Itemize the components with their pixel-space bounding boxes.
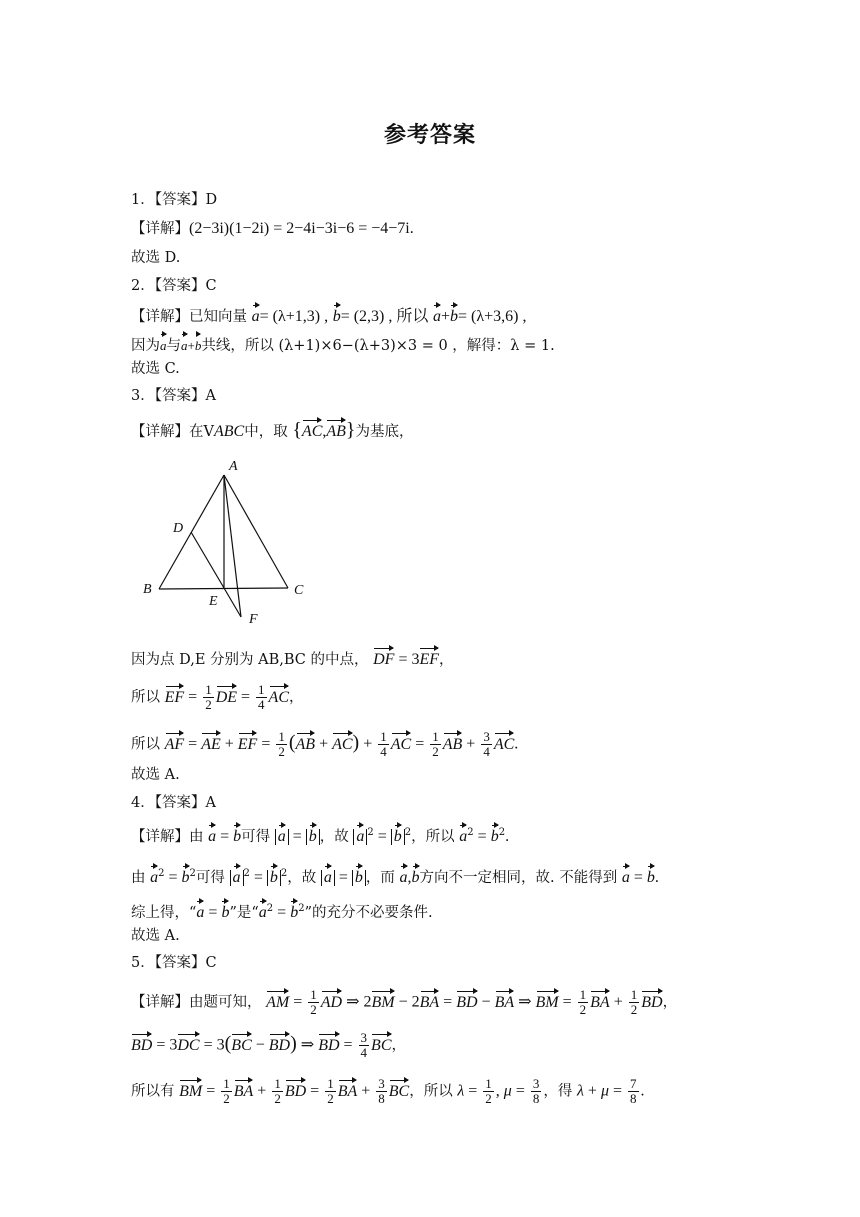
q2-detail-line1: 【详解】已知向量 a= (λ+1,3) , b= (2,3) , 所以 a+b= (λ+3,6) , [131, 303, 526, 327]
q2-detail-line2: 因为a与a+b共线，所以 (λ+1)×6−(λ+3)×3 = 0 ，解得：λ = 1. [131, 332, 555, 356]
q5-answer: 5．【答案】C [131, 955, 217, 971]
q4-detail-line2: 由 $a^2 = b^2$可得 a $^2$ = b $^2$，故 a = b ，而 a,b方向不一定相同，故. 不能得到 a = b. [131, 864, 659, 888]
q3-answer: 3．【答案】A [131, 388, 216, 404]
label-E: E [209, 594, 218, 609]
q3-detail-line2: 因为点 D,E 分别为 AB,BC 的中点， DF = 3EF， [131, 646, 454, 670]
q2-answer: 2．【答案】C [131, 278, 217, 294]
label-F: F [249, 612, 258, 627]
q4-end: 故选 A. [131, 928, 180, 944]
q5-detail-line3: 所以有 BM = $\frac{1}{2}$ BA + $\frac{1}{2}$ BD = $\frac{1}{2}$ BA + $\frac{3}{8}$ BC，所以 λ = $\frac{1}{2}$ , μ = $\frac{3}{8}$ ，得 λ + μ = $\frac{7}{8}$ . [131, 1076, 645, 1106]
label-C: C [294, 583, 304, 598]
page-title: 参考答案 [383, 123, 476, 148]
q4-detail-line1: 【详解】由 a = b可得 a = b ，故 a $^2$ = b $^2$，所以 $a^2 = b^2$. [131, 823, 509, 847]
q5-detail-line1: 【详解】由题可知， AM = $\frac{1}{2}$ AD ⇒ 2BM − 2BA = BD − BA ⇒ BM = $\frac{1}{2}$ BA + $\frac{1}{2}$ BD， [131, 987, 678, 1017]
q4-answer: 4．【答案】A [131, 795, 216, 811]
q1-detail: 【详解】(2−3i)(1−2i) = 2−4i−3i−6 = −4−7i. [131, 220, 414, 237]
q3-end: 故选 A. [131, 767, 180, 783]
q3-detail-line1: 【详解】在VABC中，取 {AC,AB}为基底， [131, 419, 414, 441]
q5-detail-line2: BD = 3DC = 3(BC − BD) ⇒ BD = $\frac{3}{4}$ BC， [131, 1030, 406, 1060]
triangle-figure [131, 450, 331, 630]
label-D: D [173, 521, 184, 536]
q1-end: 故选 D. [131, 250, 181, 266]
q2-end: 故选 C. [131, 361, 180, 377]
q3-detail-line3: 所以 EF = $\frac{1}{2}$ DE = $\frac{1}{4}$ AC， [131, 682, 304, 712]
label-A: A [229, 459, 238, 474]
q3-detail-line4: 所以 AF = AE + EF = $\frac{1}{2}$ (AB + AC) + $\frac{1}{4}$ AC = $\frac{1}{2}$ AB + $\frac{3}{4}$ AC. [131, 729, 519, 759]
label-B: B [143, 582, 152, 597]
q4-detail-line3: 综上得，“a = b”是“$a^2 = b^2$”的充分不必要条件. [131, 899, 433, 923]
q1-answer: 1．【答案】D [131, 192, 218, 208]
